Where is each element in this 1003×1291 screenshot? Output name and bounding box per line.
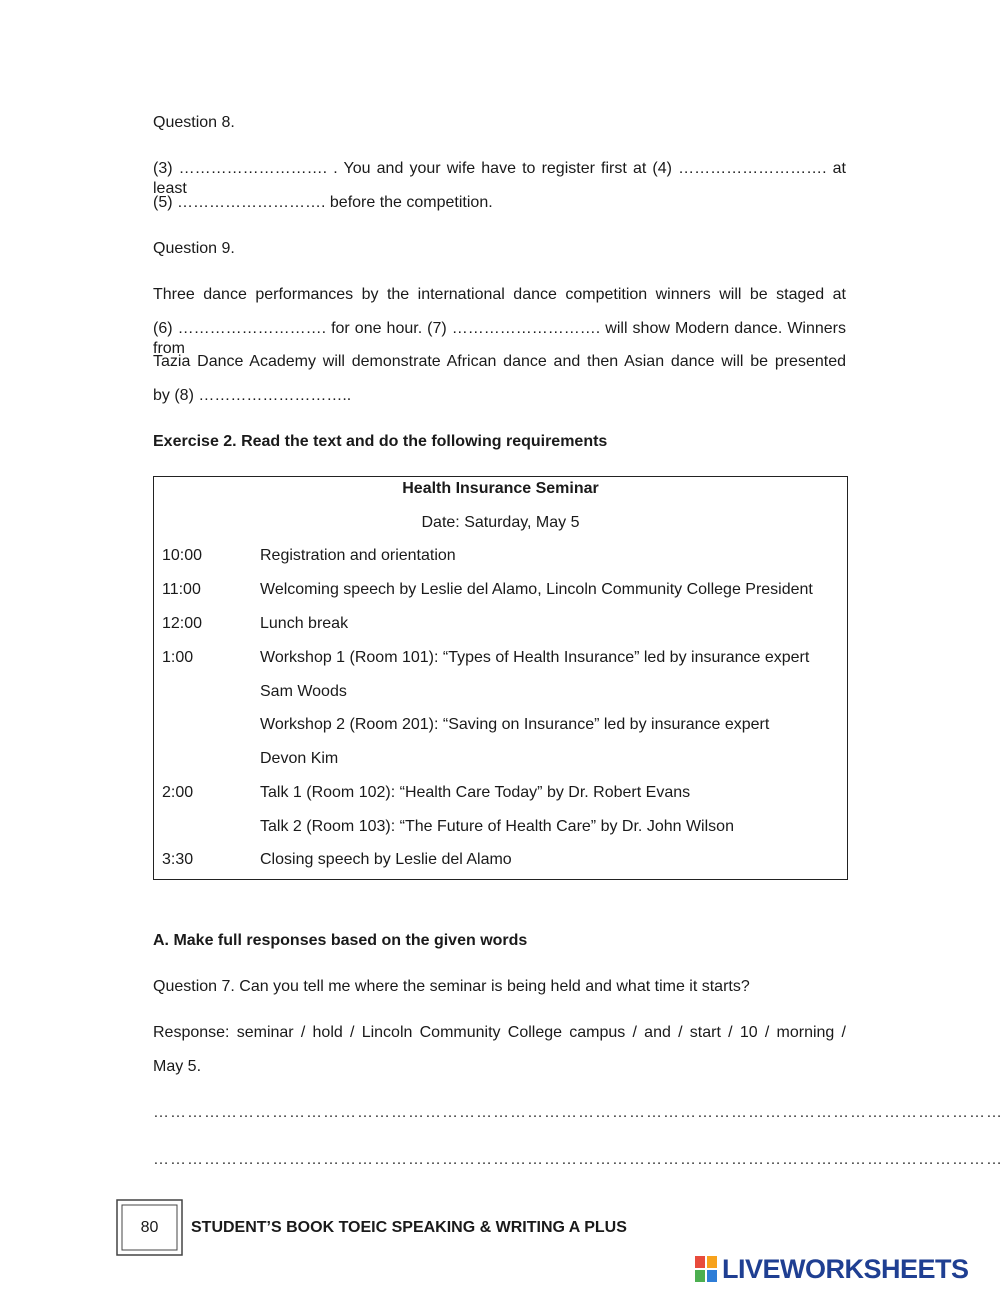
schedule-time: 10:00 (162, 547, 203, 564)
schedule-item: Workshop 2 (Room 201): “Saving on Insurance” led by insurance expert (260, 716, 770, 733)
schedule-item: Sam Woods (260, 683, 347, 700)
schedule-item: Talk 2 (Room 103): “The Future of Health Care” by Dr. John Wilson (260, 818, 734, 835)
schedule-item: Workshop 1 (Room 101): “Types of Health Insurance” led by insurance expert (260, 649, 810, 666)
page-number: 80 (140, 1219, 159, 1236)
schedule-date: Date: Saturday, May 5 (421, 514, 580, 531)
schedule-time: 11:00 (162, 581, 201, 598)
schedule-title: Health Insurance Seminar (402, 480, 599, 497)
liveworksheets-logo[interactable] (694, 1252, 969, 1286)
schedule-item: Lunch break (260, 615, 349, 632)
section-a-heading: A. Make full responses based on the given words (153, 932, 528, 949)
question-8-heading: Question 8. (153, 114, 235, 131)
schedule-item: Welcoming speech by Leslie del Alamo, Lincoln Community College President (260, 581, 813, 598)
answer-line-1[interactable]: …………………………………………………………………………………………………………………………………… (153, 1104, 1003, 1121)
question-8-line-2: (5) ………………………. before the competition. (153, 194, 493, 211)
schedule-time: 1:00 (162, 649, 194, 666)
response-line-2: May 5. (153, 1058, 202, 1075)
question-8-line-1: (3) ………………………. . You and your wife have to register first at (4) ………………………. at least (153, 160, 846, 197)
question-9-line-1: Three dance performances by the international dance competition winners will be staged at (153, 286, 846, 303)
question-7: Question 7. Can you tell me where the seminar is being held and what time it starts? (153, 978, 750, 995)
schedule-time: 3:30 (162, 851, 194, 868)
question-9-line-4: by (8) ……………………….. (153, 387, 352, 404)
answer-line-2[interactable]: …………………………………………………………………………………………………………………………………… (153, 1151, 1003, 1168)
response-line-1: Response: seminar / hold / Lincoln Community College campus / and / start / 10 / morning / (153, 1024, 846, 1041)
question-9-line-2: (6) ………………………. for one hour. (7) ………………………. will show Modern dance. Winners from (153, 320, 846, 357)
book-title: STUDENT’S BOOK TOEIC SPEAKING & WRITING A PLUS (191, 1219, 627, 1236)
schedule-item: Talk 1 (Room 102): “Health Care Today” by Dr. Robert Evans (260, 784, 691, 801)
schedule-item: Devon Kim (260, 750, 339, 767)
exercise-2-heading: Exercise 2. Read the text and do the following requirements (153, 433, 608, 450)
logo-mark-icon (694, 1255, 718, 1283)
logo-text: LIVEWORKSHEETS (722, 1253, 969, 1284)
question-9-heading: Question 9. (153, 240, 235, 257)
schedule-time: 12:00 (162, 615, 203, 632)
schedule-item: Registration and orientation (260, 547, 456, 564)
question-9-line-3: Tazia Dance Academy will demonstrate African dance and then Asian dance will be presented (153, 353, 846, 370)
schedule-item: Closing speech by Leslie del Alamo (260, 851, 512, 868)
schedule-time: 2:00 (162, 784, 194, 801)
